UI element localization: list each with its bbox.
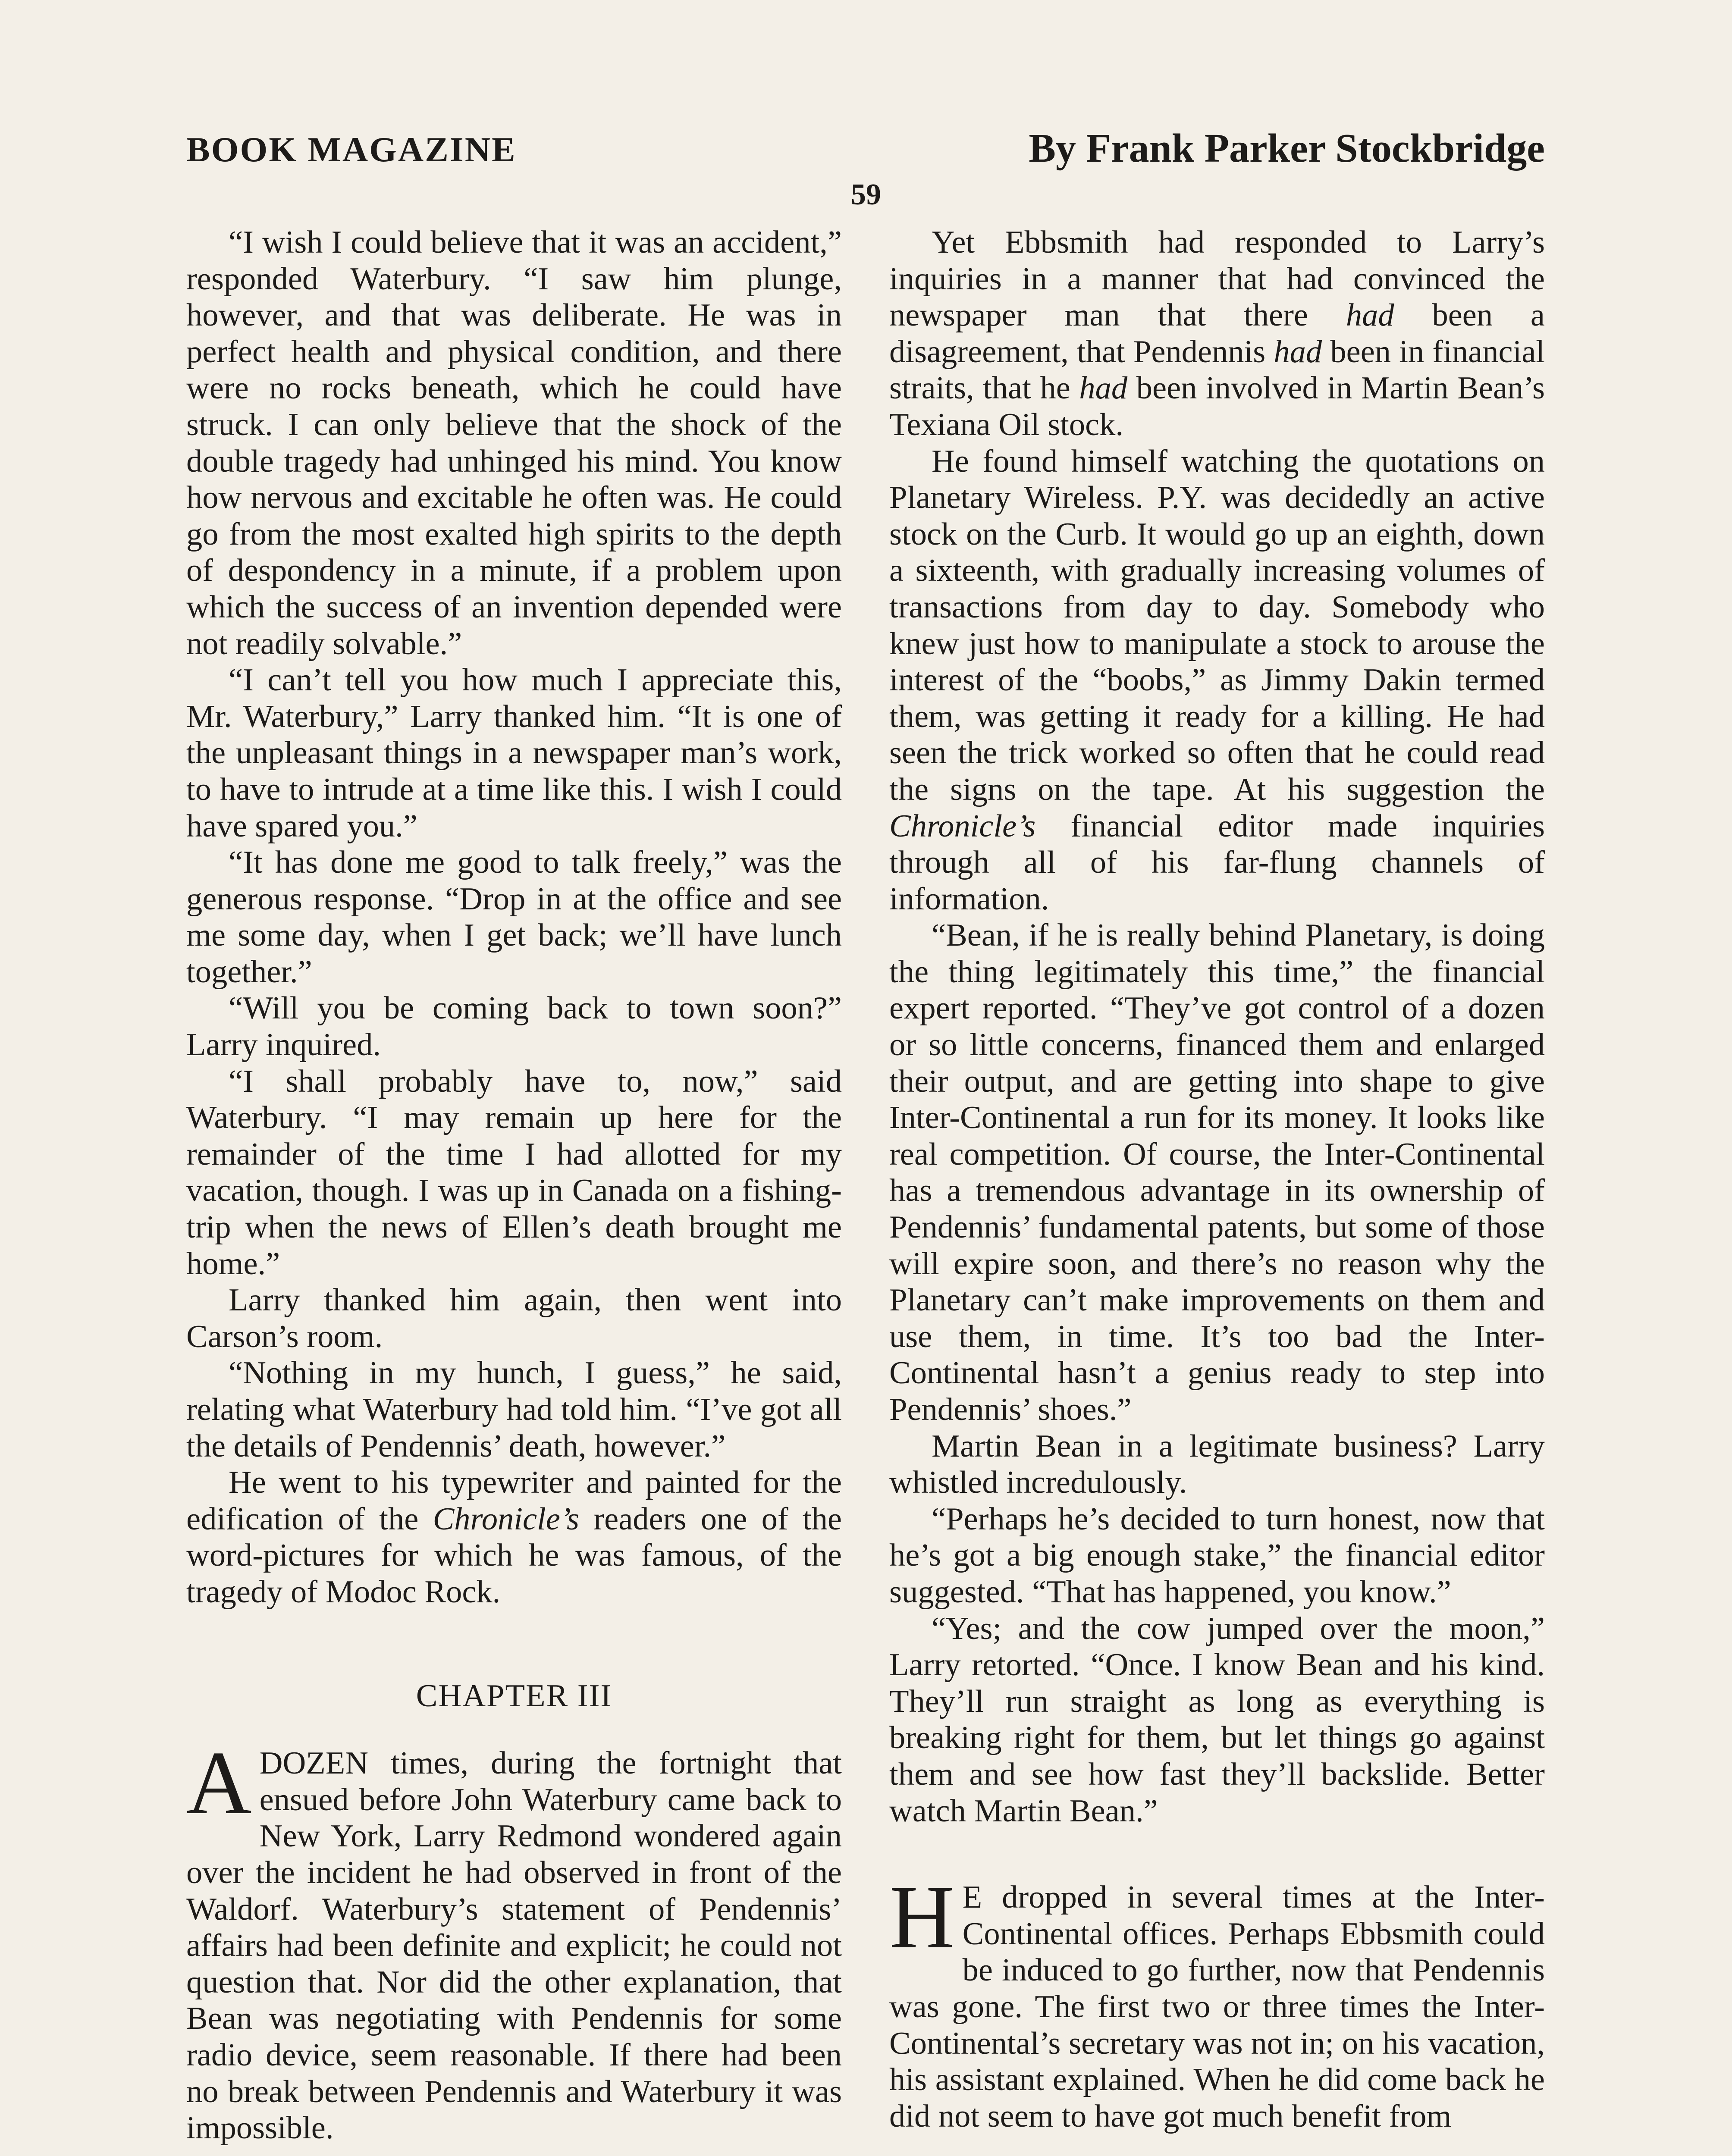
- paragraph-typewriter: [186, 1464, 842, 1610]
- chapter-heading: CHAPTER III: [416, 1678, 612, 1714]
- emphasis: had: [1079, 370, 1128, 406]
- left-column: [186, 224, 842, 2147]
- chapter-opening-paragraph: [186, 1733, 842, 2147]
- text: been involved in Martin Bean’s Texiana Oil stock.: [889, 370, 1545, 442]
- text: Yet Ebbsmith had responded to Larry’s inquiries in a manner that had convinced the newspaper man that there: [889, 225, 1545, 333]
- paragraph: Larry thanked him again, then went into Carson’s room.: [186, 1282, 842, 1354]
- paragraph: [889, 443, 1545, 918]
- emphasis: had: [1346, 298, 1394, 333]
- text: been a disagreement, that Pendennis: [889, 298, 1545, 370]
- text: been in financial straits, that he: [889, 334, 1545, 406]
- running-head-magazine: BOOK MAGAZINE: [186, 130, 517, 169]
- paragraph: “Yes; and the cow jumped over the moon,” Larry retorted. “Once. I know Bean and his kind. They’ll run straight as long as everything is breaking right for them, but let things go against them and see how fast they’ll backslide. Better watch Martin Bean.”: [889, 1611, 1545, 1829]
- paragraph: “It has done me good to talk freely,” was the generous response. “Drop in at the office and see me some day, when I get back; we’ll have lunch together.”: [186, 845, 842, 990]
- running-head-author: By Frank Parker Stockbridge: [1029, 126, 1545, 171]
- paragraph: Martin Bean in a legitimate business? Larry whistled incredulously.: [889, 1428, 1545, 1501]
- drop-cap: A: [186, 1733, 252, 1833]
- emphasis: had: [1274, 334, 1322, 370]
- paragraph: “Perhaps he’s decided to turn honest, now that he’s got a big enough stake,” the financial editor suggested. “That has happened, you know.”: [889, 1501, 1545, 1610]
- paragraph: “I shall probably have to, now,” said Waterbury. “I may remain up here for the remainder of the time I had allotted for my vacation, though. I was up in Canada on a fishing-trip when the news of Ellen’s death brought me home.”: [186, 1063, 842, 1282]
- paragraph: “Will you be coming back to town soon?” Larry inquired.: [186, 990, 842, 1063]
- paragraph: “I wish I could believe that it was an accident,” responded Waterbury. “I saw him plunge, however, and that was deliberate. He was in perfect health and physical condition, and there were no rocks beneath, which he could have struck. I can only believe that the shock of the double tragedy had unhinged his mind. You know how nervous and excitable he often was. He could go from the most exalted high spirits to the depth of despondency in a minute, if a problem upon which the success of an invention depended were not readily solvable.”: [186, 225, 842, 661]
- newspaper-name: Chronicle’s: [433, 1501, 579, 1537]
- paragraph: “I can’t tell you how much I appreciate this, Mr. Waterbury,” Larry thanked him. “It is one of the unpleasant things in a newspaper man’s work, to have to intrude at a time like this. I wish I could have spared you.”: [186, 662, 842, 844]
- paragraph: “Nothing in my hunch, I guess,” he said, relating what Waterbury had told him. “I’ve got all the details of Pendennis’ death, however.”: [186, 1355, 842, 1464]
- text: E dropped in several times at the Inter-Continental offices. Perhaps Ebbsmith could be induced to go further, now that Pendennis was gone. The first two or three times the Inter-Continental’s secretary was not in; on his vacation, his assistant explained. When he did come back he did not seem to have got much benefit from: [889, 1880, 1545, 2134]
- text: He found himself watching the quotations on Planetary Wireless. P.Y. was decidedly an active stock on the Curb. It would go up an eighth, down a sixteenth, with gradually increasing volumes of transactions from day to day. Somebody who knew just how to manipulate a stock to arouse the interest of the “boobs,” as Jimmy Dakin termed them, was getting it ready for a killing. He had seen the trick worked so often that he could read the signs on the tape. At his suggestion the: [889, 443, 1545, 807]
- text: He went to his typewriter and painted for the edification of the: [186, 1465, 842, 1537]
- text: financial editor made inquiries through all of his far-flung channels of information.: [889, 808, 1545, 917]
- paragraph: [889, 224, 1545, 443]
- page-number: 59: [851, 178, 881, 211]
- text: readers one of the word-pictures for which he was famous, of the tragedy of Modoc Rock.: [186, 1501, 842, 1610]
- text: DOZEN times, during the fortnight that ensued before John Waterbury came back to New York, Larry Redmond wondered again over the incident he had observed in front of the Waldorf. Waterbury’s statement of Pendennis’ affairs had been definite and explicit; he could not question that. Nor did the other explanation, that Bean was negotiating with Pendennis for some radio device, seem reasonable. If there had been no break between Pendennis and Waterbury it was impossible.: [186, 1745, 842, 2146]
- drop-cap: H: [889, 1867, 955, 1968]
- paragraph: “Bean, if he is really behind Planetary, is doing the thing legitimately this time,” the financial expert reported. “They’ve got control of a dozen or so little concerns, financed them and enlarged their output, and are getting into shape to give Inter-Continental a run for its money. It looks like real competition. Of course, the Inter-Continental has a tremendous advantage in its ownership of Pendennis’ fundamental patents, but some of those will expire soon, and there’s no reason why the Planetary can’t make improvements on them and use them, in time. It’s too bad the Inter-Continental hasn’t a genius ready to step into Pendennis’ shoes.”: [889, 918, 1545, 1427]
- right-column: [889, 224, 1545, 2134]
- newspaper-name: Chronicle’s: [889, 808, 1036, 844]
- section-opening-paragraph: [889, 1867, 1545, 2134]
